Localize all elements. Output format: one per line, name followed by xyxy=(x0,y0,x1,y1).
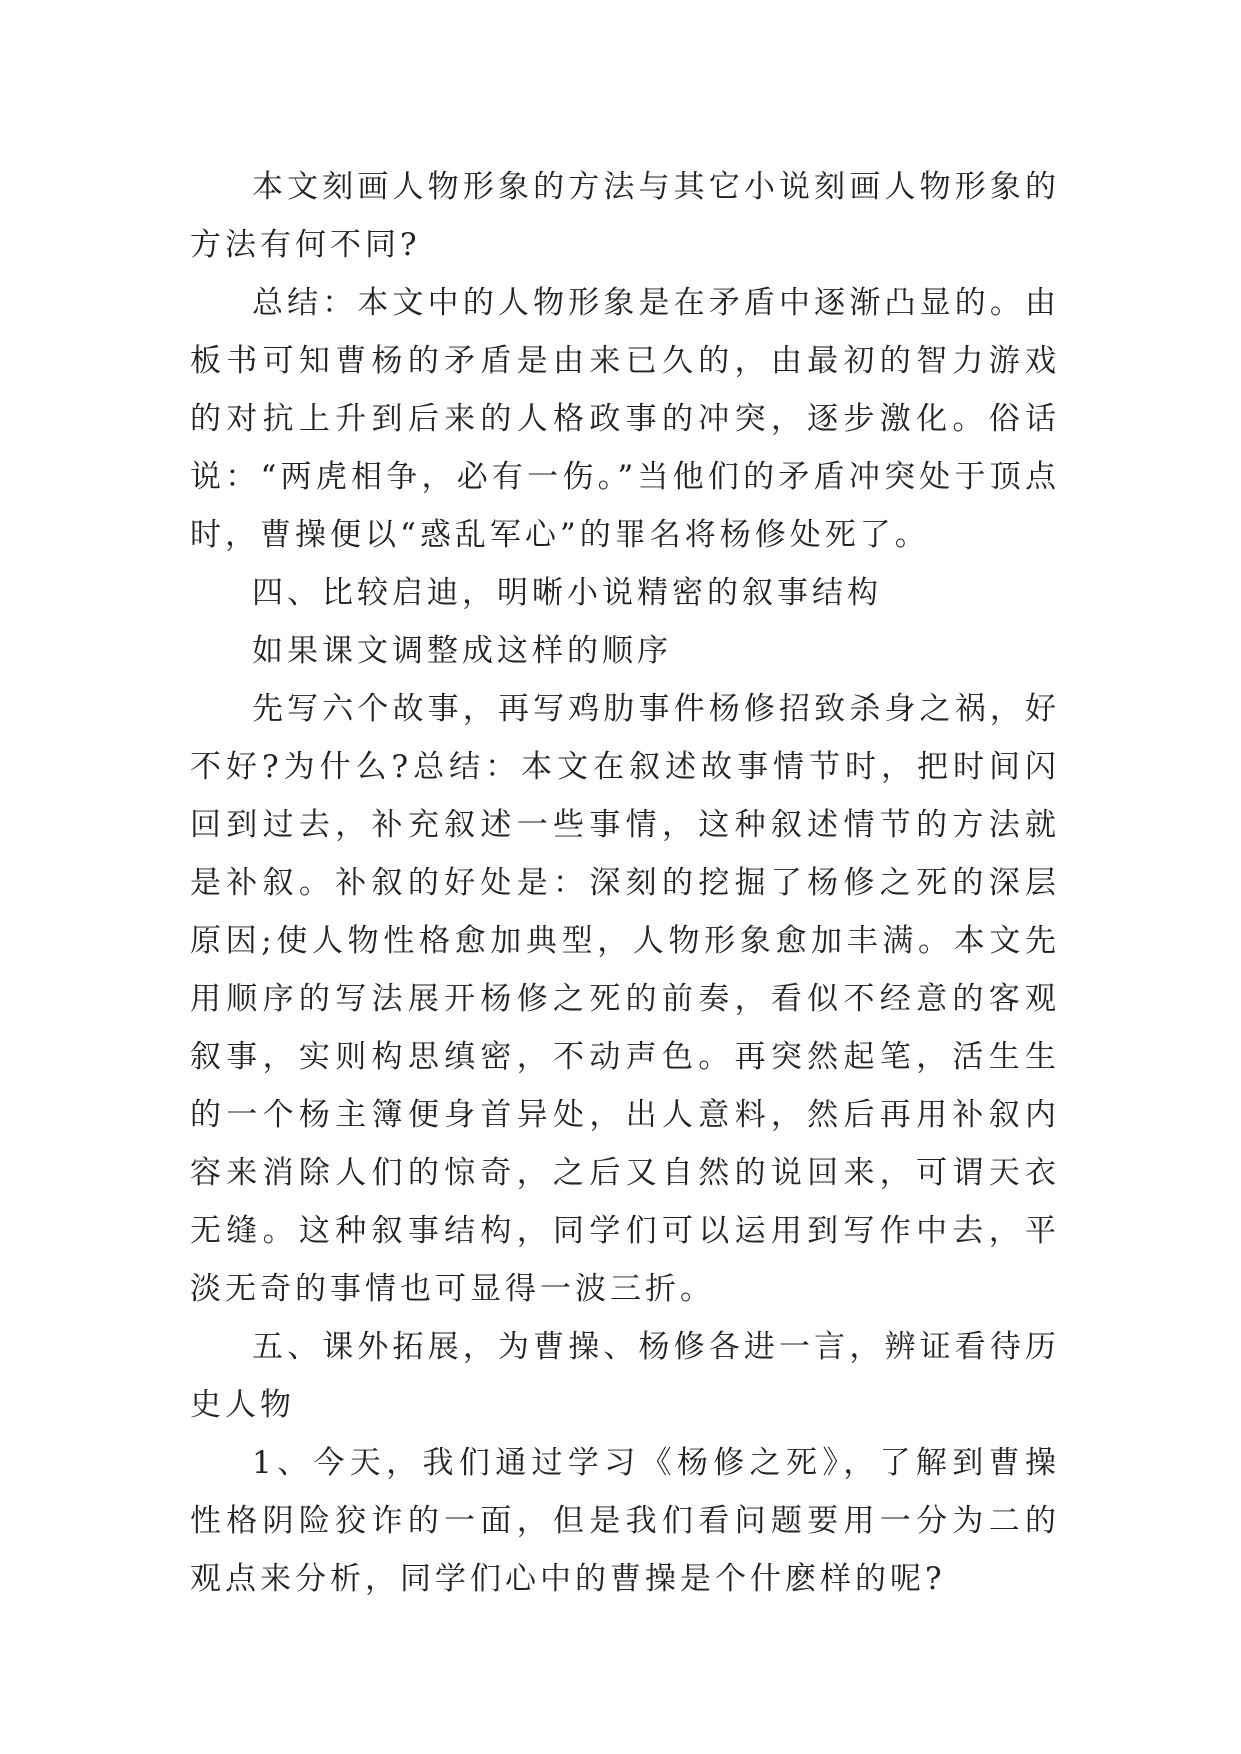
paragraph-summary-conflict: 总结：本文中的人物形象是在矛盾中逐渐凸显的。由板书可知曹杨的矛盾是由来已久的，由最初的智力游戏的对抗上升到后来的人格政事的冲突，逐步激化。俗话说：“两虎相争，必有一伤。”当他们的矛盾冲突处于顶点时，曹操便以“惑乱军心”的罪名将杨修处死了。 xyxy=(190,285,1060,553)
paragraph-narrative-structure: 先写六个故事，再写鸡肋事件杨修招致杀身之祸，好不好?为什么?总结：本文在叙述故事情节时，把时间闪回到过去，补充叙述一些事情，这种叙述情节的方法就是补叙。补叙的好处是：深刻的挖掘了杨修之死的深层原因;使人物性格愈加典型，人物形象愈加丰满。本文先用顺序的写法展开杨修之死的前奏，看似不经意的客观叙事，实则构思缜密，不动声色。再突然起笔，活生生的一个杨主簿便身首异处，出人意料，然后再用补叙内容来消除人们的惊奇，之后又自然的说回来，可谓天衣无缝。这种叙事结构，同学们可以运用到写作中去，平淡无奇的事情也可显得一波三折。 xyxy=(190,691,1060,1307)
paragraph-reorder-prompt: 如果课文调整成这样的顺序 xyxy=(252,633,672,669)
section-heading-five: 五、课外拓展，为曹操、杨修各进一言，辨证看待历史人物 xyxy=(190,1329,1060,1423)
paragraph-caocao-question: 1、今天，我们通过学习《杨修之死》，了解到曹操性格阴险狡诈的一面，但是我们看问题要用一分为二的观点来分析，同学们心中的曹操是个什麽样的呢? xyxy=(190,1445,1060,1597)
document-body xyxy=(190,158,1060,1608)
paragraph-question-method: 本文刻画人物形象的方法与其它小说刻画人物形象的方法有何不同? xyxy=(190,169,1060,263)
section-heading-four: 四、比较启迪，明晰小说精密的叙事结构 xyxy=(252,575,882,611)
